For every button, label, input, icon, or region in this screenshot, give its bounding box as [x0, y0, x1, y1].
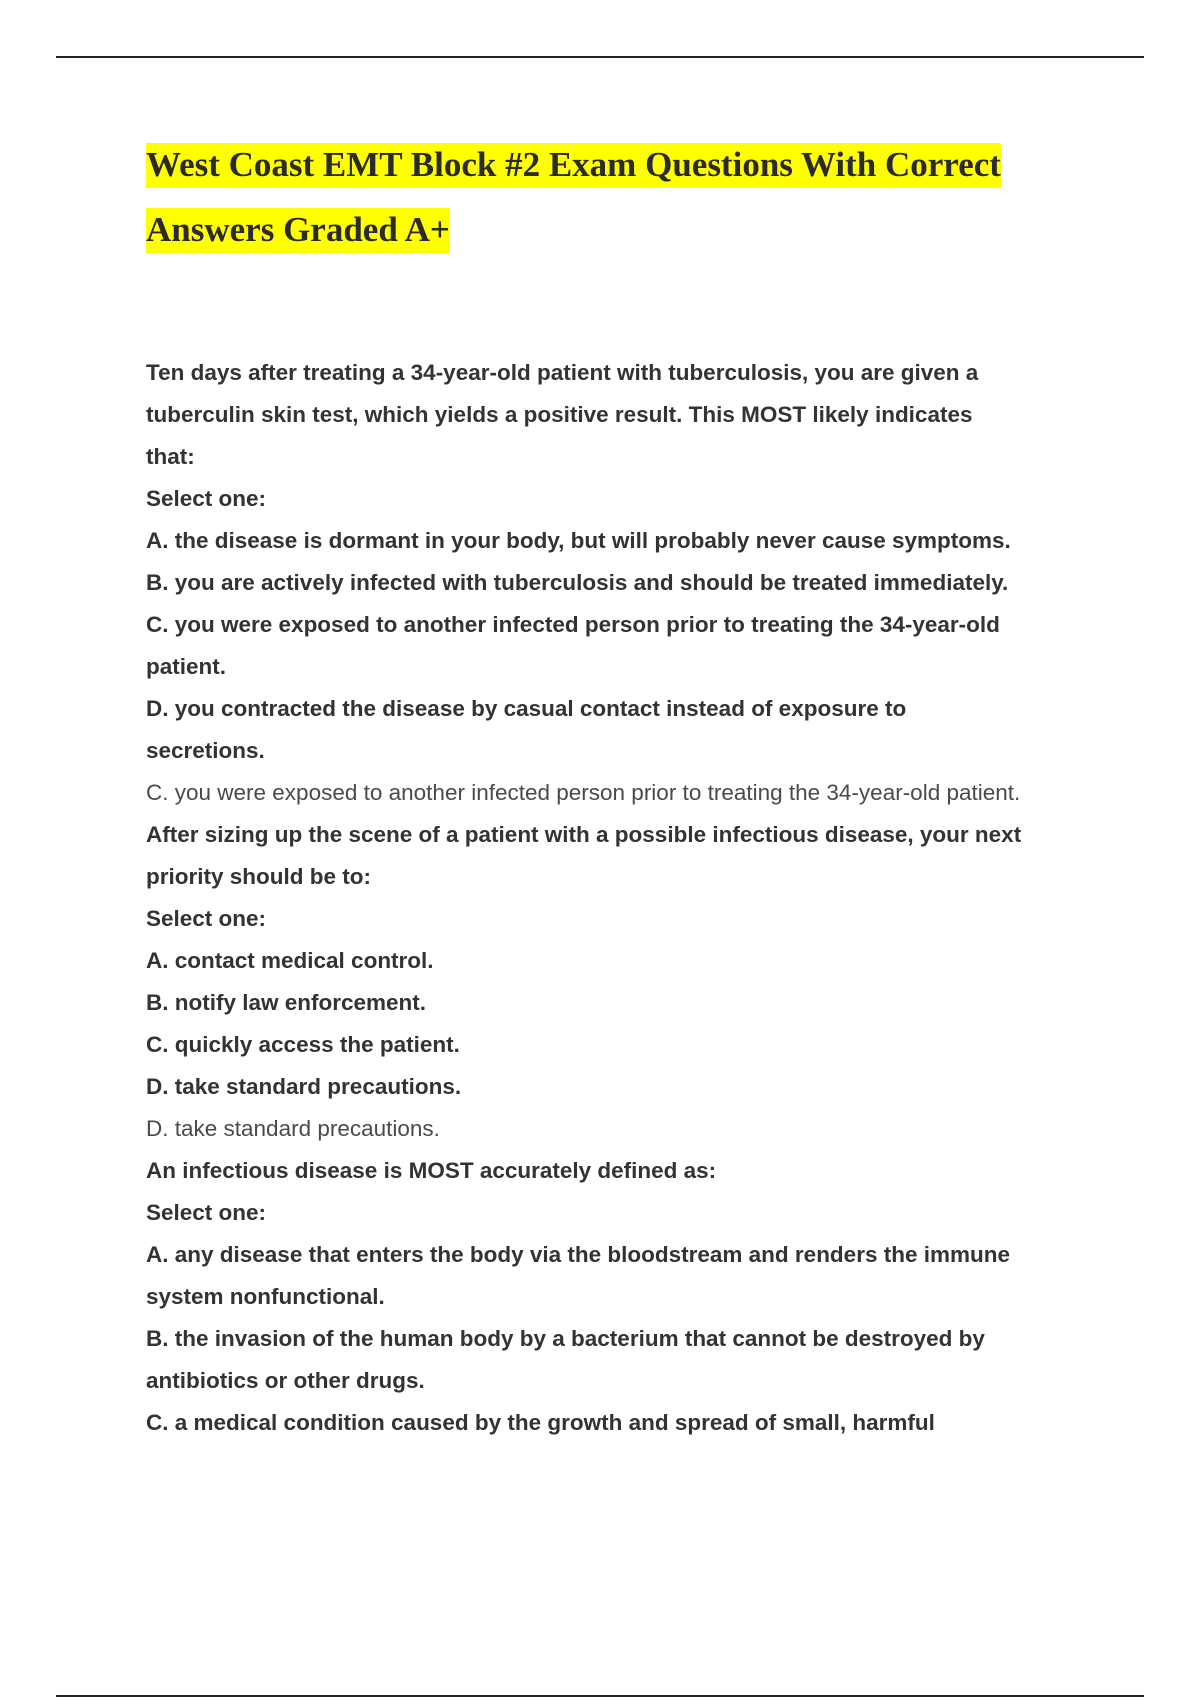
- question-2-option-a: A. contact medical control.: [146, 948, 434, 973]
- question-3-line-1: An infectious disease is MOST accurately defined as:: [146, 1158, 717, 1183]
- question-3-option-b-cont: antibiotics or other drugs.: [146, 1368, 425, 1393]
- question-3-option-c: C. a medical condition caused by the growth and spread of small, harmful: [146, 1410, 935, 1435]
- footer-rule: [56, 1695, 1144, 1697]
- document-body: [146, 352, 1096, 1444]
- question-2-line-1: After sizing up the scene of a patient with a possible infectious disease, your next: [146, 822, 1022, 847]
- question-3-option-a-cont: system nonfunctional.: [146, 1284, 385, 1309]
- question-2-answer: D. take standard precautions.: [146, 1116, 440, 1141]
- question-1-option-a: A. the disease is dormant in your body, but will probably never cause symptoms.: [146, 528, 1011, 553]
- question-1-answer: C. you were exposed to another infected person prior to treating the 34-year-old patient.: [146, 780, 1021, 805]
- question-1-line-2: tuberculin skin test, which yields a positive result. This MOST likely indicates: [146, 402, 973, 427]
- question-2-option-b: B. notify law enforcement.: [146, 990, 427, 1015]
- select-one-label: Select one:: [146, 906, 267, 931]
- question-1-option-b: B. you are actively infected with tuberculosis and should be treated immediately.: [146, 570, 1009, 595]
- question-1-option-d-cont: secretions.: [146, 738, 265, 763]
- question-3-option-b: B. the invasion of the human body by a bacterium that cannot be destroyed by: [146, 1326, 985, 1351]
- title-line-2: Answers Graded A+: [146, 208, 450, 253]
- question-1-line-3: that:: [146, 444, 195, 469]
- question-1-option-d: D. you contracted the disease by casual contact instead of exposure to: [146, 696, 907, 721]
- header-rule: [56, 56, 1144, 58]
- select-one-label: Select one:: [146, 486, 267, 511]
- question-2-option-d: D. take standard precautions.: [146, 1074, 462, 1099]
- question-2-option-c: C. quickly access the patient.: [146, 1032, 460, 1057]
- title-line-1: West Coast EMT Block #2 Exam Questions With Correct: [146, 143, 1001, 188]
- question-3-option-a: A. any disease that enters the body via the bloodstream and renders the immune: [146, 1242, 1010, 1267]
- question-1-option-c-cont: patient.: [146, 654, 227, 679]
- document-title: [146, 132, 1106, 262]
- question-1-option-c: C. you were exposed to another infected person prior to treating the 34-year-old: [146, 612, 1000, 637]
- question-2-line-2: priority should be to:: [146, 864, 371, 889]
- select-one-label: Select one:: [146, 1200, 267, 1225]
- question-1-line-1: Ten days after treating a 34-year-old patient with tuberculosis, you are given a: [146, 360, 979, 385]
